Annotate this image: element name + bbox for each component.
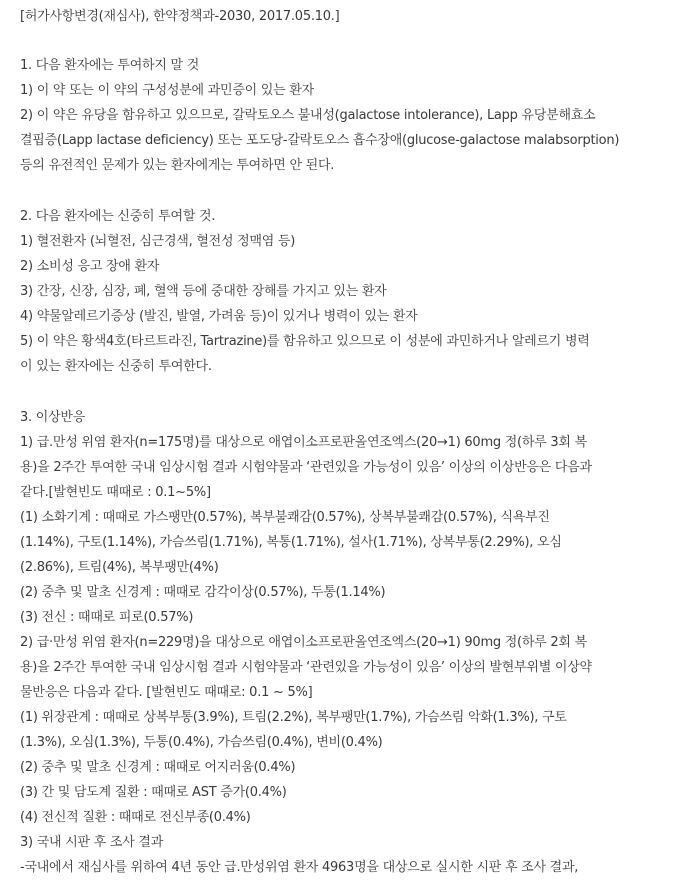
- section-heading: 1. 다음 환자에는 투여하지 말 것: [20, 58, 200, 73]
- text-line: (1) 위장관계 : 때때로 상복부통(3.9%), 트림(2.2%), 복부팽만(1.7%), 가슴쓰림 악화(1.3%), 구토: [20, 710, 567, 725]
- text-line: (1.14%), 구토(1.14%), 가슴쓰림(1.71%), 복통(1.71%), 설사(1.71%), 상복부통(2.29%), 오심: [20, 535, 562, 550]
- text-line: 2) 급·만성 위염 환자(n=229명)을 대상으로 애엽이소프로판올연조엑스(20→1) 90mg 정(하루 2회 복: [20, 635, 587, 650]
- text-line: 4) 약물알레르기증상 (발진, 발열, 가려움 등)이 있거나 병력이 있는 환자: [20, 309, 418, 324]
- section-heading: 2. 다음 환자에는 신중히 투여할 것.: [20, 209, 216, 224]
- text-line: 1) 이 약 또는 이 약의 구성성분에 과민증이 있는 환자: [20, 83, 314, 98]
- text-line: 1) 혈전환자 (뇌혈전, 심근경색, 혈전성 정맥염 등): [20, 234, 296, 249]
- text-line: (2) 중추 및 말초 신경계 : 때때로 어지러움(0.4%): [20, 760, 296, 775]
- section-contraindications: [20, 53, 688, 178]
- text-line: (1) 소화기계 : 때때로 가스팽만(0.57%), 복부불쾌감(0.57%), 상복부불쾌감(0.57%), 식욕부진: [20, 510, 550, 525]
- text-line: (3) 간 및 담도계 질환 : 때때로 AST 증가(0.4%): [20, 785, 287, 800]
- text-line: 결핍증(Lapp lactase deficiency) 또는 포도당-갈락토오스 흡수장애(glucose-galactose malabsorption): [20, 133, 620, 148]
- text-line: 1) 급.만성 위염 환자(n=175명)를 대상으로 애엽이소프로판올연조엑스(20→1) 60mg 정(하루 3회 복: [20, 435, 587, 450]
- text-line: (4) 전신적 질환 : 때때로 전신부종(0.4%): [20, 810, 251, 825]
- text-line: (1.3%), 오심(1.3%), 두통(0.4%), 가슴쓰림(0.4%), 변비(0.4%): [20, 735, 383, 750]
- text-line: (2.86%), 트림(4%), 복부팽만(4%): [20, 560, 219, 575]
- text-line: -국내에서 재심사를 위하여 4년 동안 급.만성위염 환자 4963명을 대상으로 실시한 시판 후 조사 결과,: [20, 860, 579, 875]
- text-line: 2) 이 약은 유당을 함유하고 있으므로, 갈락토오스 불내성(galactose intolerance), Lapp 유당분해효소: [20, 108, 596, 123]
- text-line: 2) 소비성 응고 장애 환자: [20, 259, 160, 274]
- text-line: 같다.[발현빈도 때때로 : 0.1~5%]: [20, 485, 211, 500]
- text-line: 용)을 2주간 투여한 국내 임상시험 결과 시험약물과 ‘관련있을 가능성이 있음’ 이상의 발현부위별 이상약: [20, 660, 592, 675]
- text-line: 5) 이 약은 황색4호(타르트라진, Tartrazine)를 함유하고 있으므로 이 성분에 과민하거나 알레르기 병력: [20, 334, 590, 349]
- text-line: 용)을 2주간 투여한 국내 임상시험 결과 시험약물과 ‘관련있을 가능성이 있음’ 이상의 이상반응은 다음과: [20, 460, 592, 475]
- text-line: 물반응은 다음과 같다. [발현빈도 때때로: 0.1 ~ 5%]: [20, 685, 313, 700]
- text-line: 이 있는 환자에는 신중히 투여한다.: [20, 359, 212, 374]
- text-line: 3) 간장, 신장, 심장, 폐, 혈액 등에 중대한 장해를 가지고 있는 환자: [20, 284, 387, 299]
- text-line: 등의 유전적인 문제가 있는 환자에게는 투여하면 안 된다.: [20, 158, 335, 173]
- document-header: [허가사항변경(재심사), 한약정책과-2030, 2017.05.10.]: [20, 9, 340, 24]
- document-body: [20, 4, 688, 880]
- text-line: (3) 전신 : 때때로 피로(0.57%): [20, 610, 194, 625]
- section-adverse-reactions: [20, 405, 688, 880]
- section-heading: 3. 이상반응: [20, 410, 86, 425]
- text-line: 3) 국내 시판 후 조사 결과: [20, 835, 164, 850]
- section-cautions: [20, 204, 688, 379]
- text-line: (2) 중추 및 말초 신경계 : 때때로 감각이상(0.57%), 두통(1.14%): [20, 585, 386, 600]
